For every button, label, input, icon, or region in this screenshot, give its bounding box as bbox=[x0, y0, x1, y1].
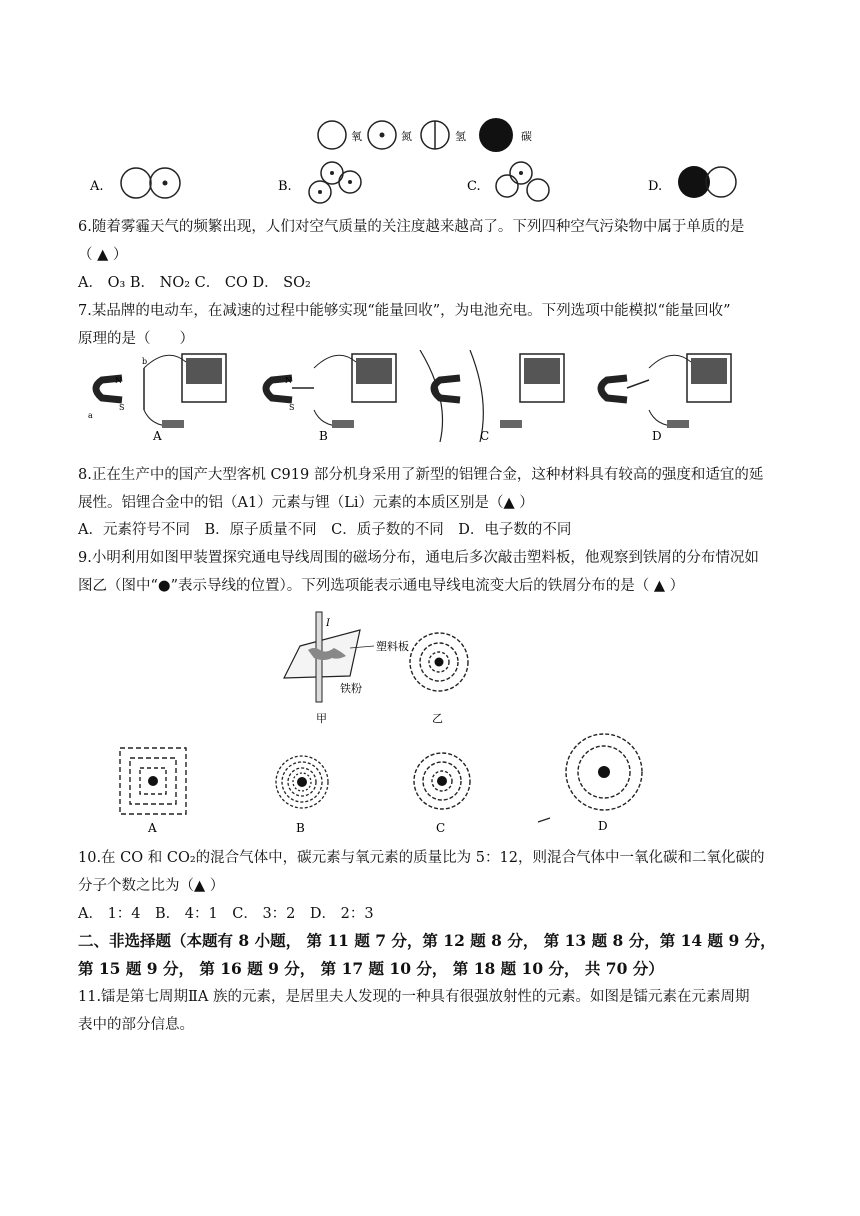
q9-option-b-label: B bbox=[296, 821, 305, 835]
svg-text:N: N bbox=[115, 376, 122, 385]
q9-option-a-label: A bbox=[148, 821, 157, 835]
q5-option-c-molecule bbox=[496, 162, 549, 201]
figure-jia-label: 甲 bbox=[316, 712, 327, 725]
q7-label-c: C bbox=[480, 429, 490, 442]
q8-options: A．元素符号不同 B．原子质量不同 C．质子数的不同 D．电子数的不同 bbox=[78, 522, 572, 538]
q9-option-b-pattern bbox=[276, 756, 328, 808]
apparatus-a bbox=[88, 354, 226, 428]
q7-stem-line1: 7.某品牌的电动车，在减速的过程中能够实现“能量回收”，为电池充电。下列选项中能模拟“能量回收” bbox=[78, 303, 731, 319]
q9-stem-line2: 图乙（图中“●”表示导线的位置）。下列选项能表示通电导线电流变大后的铁屑分布的是（ ▲ ） bbox=[78, 578, 685, 594]
q11-stem-line1: 11.镭是第七周期ⅡA 族的元素，是居里夫人发现的一种具有很强放射性的元素。如图是镭元素在元素周期 bbox=[78, 989, 750, 1005]
q11-stem-line2: 表中的部分信息。 bbox=[78, 1017, 194, 1033]
figure-yi-label: 乙 bbox=[432, 712, 443, 725]
svg-text:a: a bbox=[88, 411, 93, 420]
q5-option-b-molecule bbox=[309, 162, 361, 203]
plastic-plate-label: 塑料板 bbox=[376, 640, 409, 653]
iron-powder-label: 铁粉 bbox=[340, 682, 362, 695]
svg-text:b: b bbox=[142, 357, 148, 366]
q5-option-c-label: C. bbox=[467, 179, 481, 194]
q9-options-figure bbox=[110, 730, 650, 840]
q5-option-b-label: B. bbox=[278, 179, 292, 194]
q9-option-d-pattern bbox=[538, 734, 642, 822]
apparatus-b bbox=[266, 354, 396, 428]
q5-option-d-molecule bbox=[678, 166, 736, 198]
q5-molecule-figure bbox=[80, 110, 780, 210]
q9-option-c-pattern bbox=[414, 753, 470, 809]
legend-nitrogen-label: 氮 bbox=[401, 130, 412, 143]
section2-heading-line2: 第 15 题 9 分， 第 16 题 9 分， 第 17 题 10 分， 第 18 题 10 分， 共 70 分） bbox=[78, 959, 664, 978]
apparatus-d bbox=[601, 354, 731, 428]
legend-oxygen bbox=[318, 121, 362, 149]
q9-stem-line1: 9.小明利用如图甲装置探究通电导线周围的磁场分布，通电后多次敲击塑料板，他观察到铁屑的分布情况如 bbox=[78, 550, 759, 566]
q7-stem-line2: 原理的是（ ） bbox=[78, 331, 194, 347]
current-label: I bbox=[326, 618, 330, 629]
q10-options: A． 1：4 B． 4：1 C． 3：2 D． 2：3 bbox=[78, 906, 374, 922]
q7-label-b: B bbox=[319, 429, 328, 442]
figure-yi-pattern bbox=[410, 633, 468, 691]
q8-stem-line2: 展性。铝锂合金中的铝（A1）元素与锂（Li）元素的本质区别是（▲ ） bbox=[78, 495, 534, 511]
legend-hydrogen bbox=[421, 121, 466, 149]
q9-option-c-label: C bbox=[436, 821, 446, 835]
q7-label-a: A bbox=[153, 429, 162, 442]
q9-option-a-pattern bbox=[120, 748, 186, 814]
q5-option-a-molecule bbox=[121, 168, 180, 198]
q7-generator-figure bbox=[82, 350, 762, 442]
q5-option-a-label: A. bbox=[90, 179, 104, 194]
q6-stem-line2: （ ▲ ） bbox=[78, 247, 128, 263]
q9-option-d-label: D bbox=[598, 819, 608, 833]
section2-heading-line1: 二、非选择题（本题有 8 小题， 第 11 题 7 分，第 12 题 8 分， 第 13 题 8 分，第 14 题 9 分， bbox=[78, 931, 776, 950]
legend-carbon bbox=[479, 118, 532, 152]
legend-carbon-label: 碳 bbox=[521, 130, 532, 143]
q6-options: A． O₃ B． NO₂ C． CO D． SO₂ bbox=[78, 275, 311, 291]
legend-hydrogen-label: 氢 bbox=[455, 130, 466, 143]
legend-oxygen-label: 氧 bbox=[351, 130, 362, 143]
q7-label-d: D bbox=[652, 429, 662, 442]
q5-option-d-label: D. bbox=[648, 179, 663, 194]
svg-text:N: N bbox=[285, 376, 292, 385]
q10-stem-line2: 分子个数之比为（▲ ） bbox=[78, 878, 225, 894]
apparatus-c bbox=[420, 350, 564, 442]
q9-setup-figure bbox=[280, 608, 480, 728]
svg-text:S: S bbox=[119, 403, 125, 412]
q8-stem-line1: 8.正在生产中的国产大型客机 C919 部分机身采用了新型的铝锂合金，这种材料具有较高的强度和适宜的延 bbox=[78, 467, 764, 483]
svg-text:S: S bbox=[289, 403, 295, 412]
q6-stem-line1: 6.随着雾霾天气的频繁出现，人们对空气质量的关注度越来越高了。下列四种空气污染物中属于单质的是 bbox=[78, 219, 745, 235]
legend-nitrogen bbox=[368, 121, 412, 149]
q10-stem-line1: 10.在 CO 和 CO₂的混合气体中，碳元素与氧元素的质量比为 5：12，则混合气体中一氧化碳和二氧化碳的 bbox=[78, 850, 765, 866]
